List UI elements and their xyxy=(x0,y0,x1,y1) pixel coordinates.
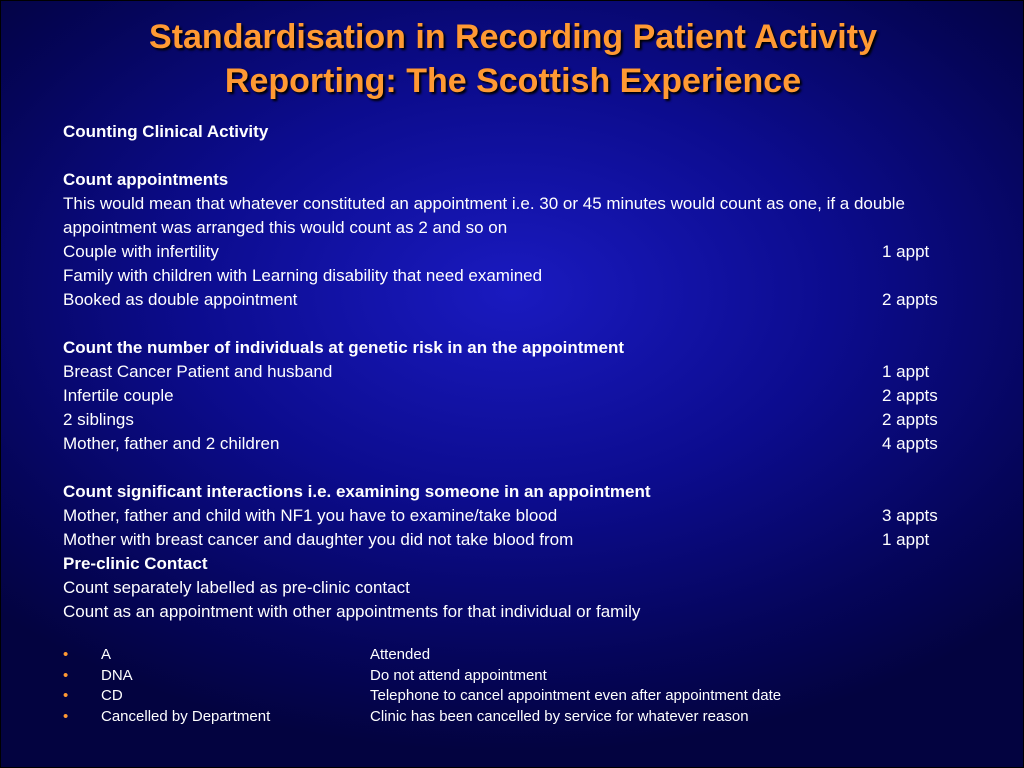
bullet-icon: • xyxy=(63,646,69,663)
activity-count: 2 appts xyxy=(882,386,938,405)
preclinic-line: Count separately labelled as pre-clinic contact xyxy=(63,578,410,597)
activity-count: 3 appts xyxy=(882,506,938,525)
legend-item xyxy=(63,708,963,729)
activity-count: 1 appt xyxy=(882,362,930,381)
legend-meaning: Do not attend appointment xyxy=(370,666,547,684)
interactions-heading: Count significant interactions i.e. examining someone in an appointment xyxy=(63,482,651,501)
activity-row xyxy=(63,384,973,408)
activity-label: Mother with breast cancer and daughter you did not take blood from xyxy=(63,530,574,549)
bullet-icon: • xyxy=(63,666,69,684)
activity-label: Booked as double appointment xyxy=(63,290,298,309)
bullet-icon: • xyxy=(63,687,69,704)
slide-body xyxy=(63,120,973,624)
activity-row xyxy=(63,408,973,432)
status-legend xyxy=(63,646,963,728)
activity-row xyxy=(63,504,973,528)
activity-count: 2 appts xyxy=(882,290,938,309)
activity-row xyxy=(63,360,973,384)
slide-title-line-2: Reporting: The Scottish Experience xyxy=(224,62,802,100)
section-heading: Counting Clinical Activity xyxy=(63,122,269,141)
legend-meaning: Clinic has been cancelled by service for whatever reason xyxy=(370,707,749,725)
legend-meaning: Attended xyxy=(370,646,431,663)
activity-count: 2 appts xyxy=(882,410,938,429)
spacer xyxy=(63,312,973,336)
individuals-heading: Count the number of individuals at genetic risk in an the appointment xyxy=(63,338,625,357)
slide-title xyxy=(41,15,985,103)
preclinic-line: Count as an appointment with other appointments for that individual or family xyxy=(63,602,641,621)
legend-item xyxy=(63,646,963,667)
appointments-heading: Count appointments xyxy=(63,170,229,189)
legend-item xyxy=(63,687,963,708)
activity-row xyxy=(63,528,973,552)
activity-label: Breast Cancer Patient and husband xyxy=(63,362,333,381)
legend-code: A xyxy=(101,646,112,663)
legend-code: DNA xyxy=(101,666,133,684)
activity-label: Family with children with Learning disability that need examined xyxy=(63,266,543,285)
activity-row xyxy=(63,432,973,456)
activity-count: 1 appt xyxy=(882,242,930,261)
appointments-description: This would mean that whatever constituted an appointment i.e. 30 or 45 minutes would count as one, if a double appointment was arranged this would count as 2 and so on xyxy=(63,194,906,237)
activity-row xyxy=(63,240,973,264)
activity-label: Mother, father and 2 children xyxy=(63,434,280,453)
activity-row xyxy=(63,288,973,312)
activity-label: Mother, father and child with NF1 you have to examine/take blood xyxy=(63,506,558,525)
slide-title-line-1: Standardisation in Recording Patient Activity xyxy=(149,18,877,56)
activity-label: 2 siblings xyxy=(63,410,134,429)
activity-count: 1 appt xyxy=(882,530,930,549)
legend-code: CD xyxy=(101,687,123,704)
legend-meaning: Telephone to cancel appointment even after appointment date xyxy=(370,687,782,704)
preclinic-heading: Pre-clinic Contact xyxy=(63,554,208,573)
bullet-icon: • xyxy=(63,707,69,725)
activity-row xyxy=(63,264,973,288)
spacer xyxy=(63,456,973,480)
legend-item xyxy=(63,667,963,688)
spacer xyxy=(63,144,973,168)
activity-count: 4 appts xyxy=(882,434,938,453)
activity-label: Couple with infertility xyxy=(63,242,219,261)
legend-code: Cancelled by Department xyxy=(101,707,271,725)
activity-label: Infertile couple xyxy=(63,386,174,405)
